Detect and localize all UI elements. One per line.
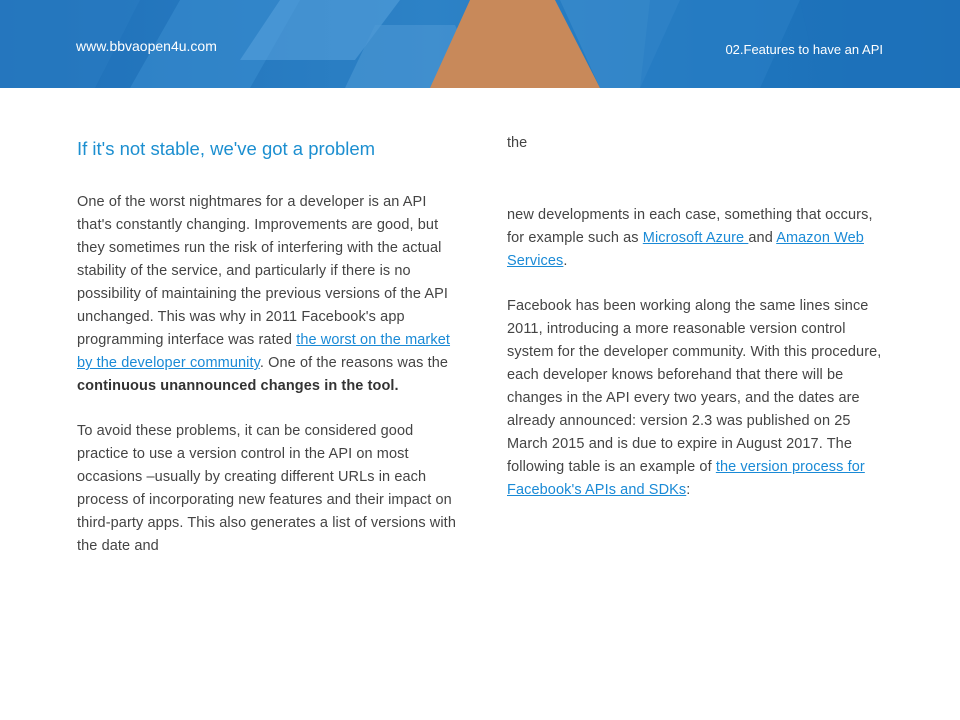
paragraph-text: Facebook has been working along the same lines since 2011, introducing a more reasonable version control system for the developer community. With this procedure, each developer knows beforehand that there will be changes in the API every two years, and the dates are already announced: version 2.3 was published on 25 March 2015 and is due to expire in August 2017. The following table is an example of (507, 298, 882, 475)
amazon-web-services-link[interactable]: Amazon Web Services (507, 230, 864, 269)
left-column (77, 191, 462, 558)
paragraph-text: new developments in each case, something that occurs, for example such as (507, 207, 873, 246)
bold-text: continuous unannounced changes in the tool. (77, 378, 399, 394)
paragraph-3 (507, 204, 892, 273)
paragraph-text: and (748, 230, 777, 246)
paragraph-text: . (563, 253, 568, 269)
paragraph-4 (507, 295, 892, 502)
paragraph-1 (77, 191, 462, 398)
microsoft-azure-link[interactable]: Microsoft Azure (642, 230, 749, 246)
paragraph-2: To avoid these problems, it can be considered good practice to use a version control in the API on most occasions –usually by creating different URLs in each process of incorporating new features and their impact on third-party apps. This also generates a list of versions with the date and (77, 423, 456, 554)
site-url[interactable]: www.bbvaopen4u.com (76, 38, 217, 54)
worst-api-link[interactable]: the worst on the market by the developer community (77, 332, 451, 371)
paragraph-text: : (686, 482, 691, 498)
section-label: 02.Features to have an API (725, 42, 883, 57)
header-banner (0, 0, 960, 88)
facebook-version-process-link[interactable]: the version process for Facebook's APIs and SDKs (507, 459, 865, 498)
column-lead-word: the (507, 135, 528, 151)
paragraph-text: One of the worst nightmares for a developer is an API that's constantly changing. Improvements are good, but they sometimes run the risk of interfering with the actual stability of the service, and particularly if there is no possibility of maintaining the previous versions of the API unchanged. This was why in 2011 Facebook's app programming interface was rated (77, 194, 449, 348)
right-column (507, 204, 892, 502)
paragraph-text: . One of the reasons was the (259, 355, 449, 371)
article-heading: If it's not stable, we've got a problem (77, 138, 376, 159)
